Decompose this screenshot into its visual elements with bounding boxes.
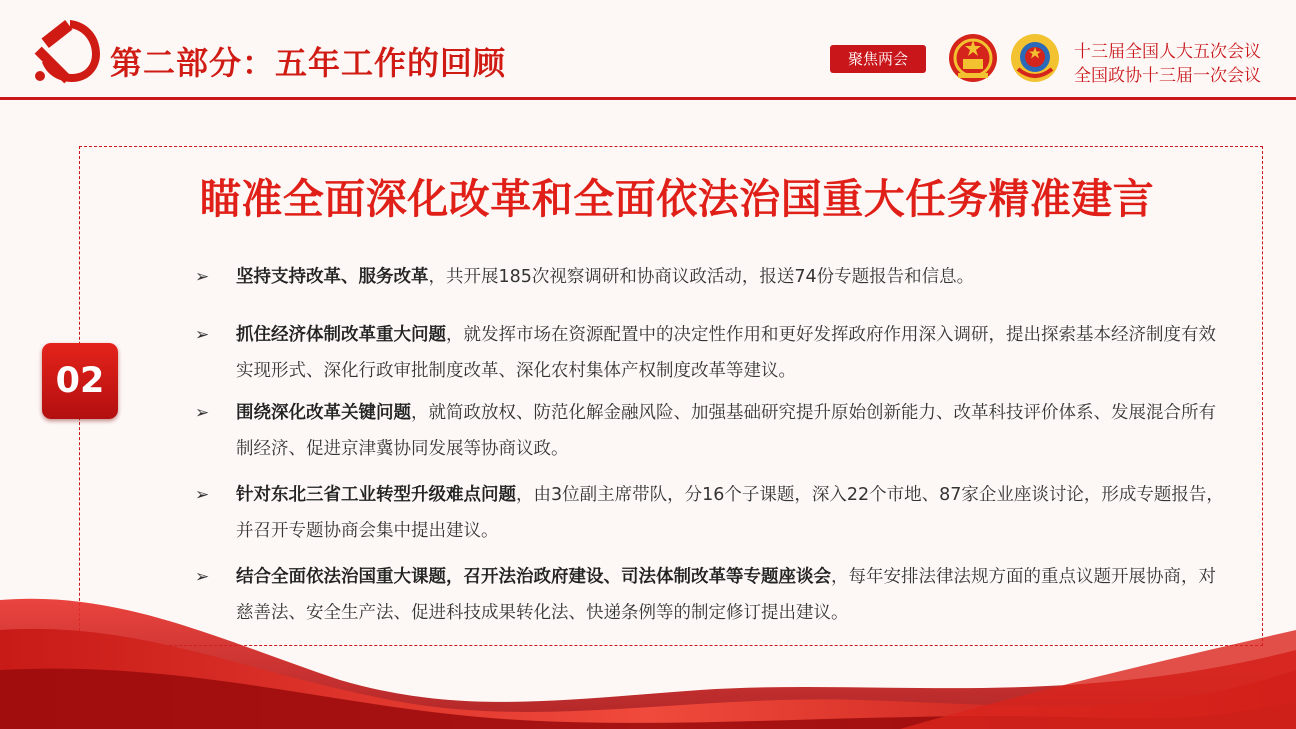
meeting-info	[1074, 40, 1261, 88]
bullet-body: ，就发挥市场在资源配置中的决定性作用和更好发挥政府作用深入调研，提出探索基本经济制度有效实现形式、深化行政审批制度改革、深化农村集体产权制度改革等建议。	[236, 325, 1216, 381]
bullet-lead: 结合全面依法治国重大课题，召开法治政府建设、司法体制改革等专题座谈会	[236, 567, 831, 587]
arrow-icon: ➢	[195, 567, 210, 587]
national-emblem-icon	[948, 33, 998, 83]
meeting-line-2: 全国政协十三届一次会议	[1074, 66, 1261, 86]
arrow-icon: ➢	[195, 325, 210, 345]
section-number-badge: 02	[42, 343, 118, 419]
bullet-body: ，就简政放权、防范化解金融风险、加强基础研究提升原始创新能力、改革科技评价体系、发展混合所有制经济、促进京津冀协同发展等协商议政。	[236, 403, 1216, 459]
bullet-text	[236, 395, 1228, 467]
red-ribbon-decoration	[0, 560, 1296, 729]
hammer-sickle-icon	[30, 14, 104, 86]
bullet-body: ，共开展185次视察调研和协商议政活动，报送74份专题报告和信息。	[428, 267, 975, 287]
bullet-text	[236, 317, 1228, 389]
arrow-icon: ➢	[195, 403, 210, 423]
arrow-icon: ➢	[195, 267, 210, 287]
arrow-icon: ➢	[195, 485, 210, 505]
bullet-text	[236, 259, 1228, 295]
bullet-body: ，由3位副主席带队，分16个子课题，深入22个市地、87家企业座谈讨论，形成专题报告，并召开专题协商会集中提出建议。	[236, 485, 1224, 541]
bullet-text	[236, 477, 1228, 549]
header	[0, 0, 1296, 100]
focus-badge: 聚焦两会	[830, 45, 926, 73]
cppcc-emblem-icon	[1010, 33, 1060, 83]
bullet-body: ，每年安排法律法规方面的重点议题开展协商，对慈善法、安全生产法、促进科技成果转化法、快递条例等的制定修订提出建议。	[236, 567, 1216, 623]
section-title: 瞄准全面深化改革和全面依法治国重大任务精准建言	[199, 175, 1155, 223]
bullet-lead: 围绕深化改革关键问题	[236, 403, 411, 423]
header-divider	[0, 97, 1296, 100]
bullet-lead: 针对东北三省工业转型升级难点问题	[236, 485, 516, 505]
meeting-line-1: 十三届全国人大五次会议	[1074, 42, 1261, 62]
page-title: 第二部分：五年工作的回顾	[110, 44, 507, 82]
bullet-lead: 抓住经济体制改革重大问题	[236, 325, 446, 345]
bullet-lead: 坚持支持改革、服务改革	[236, 267, 429, 287]
